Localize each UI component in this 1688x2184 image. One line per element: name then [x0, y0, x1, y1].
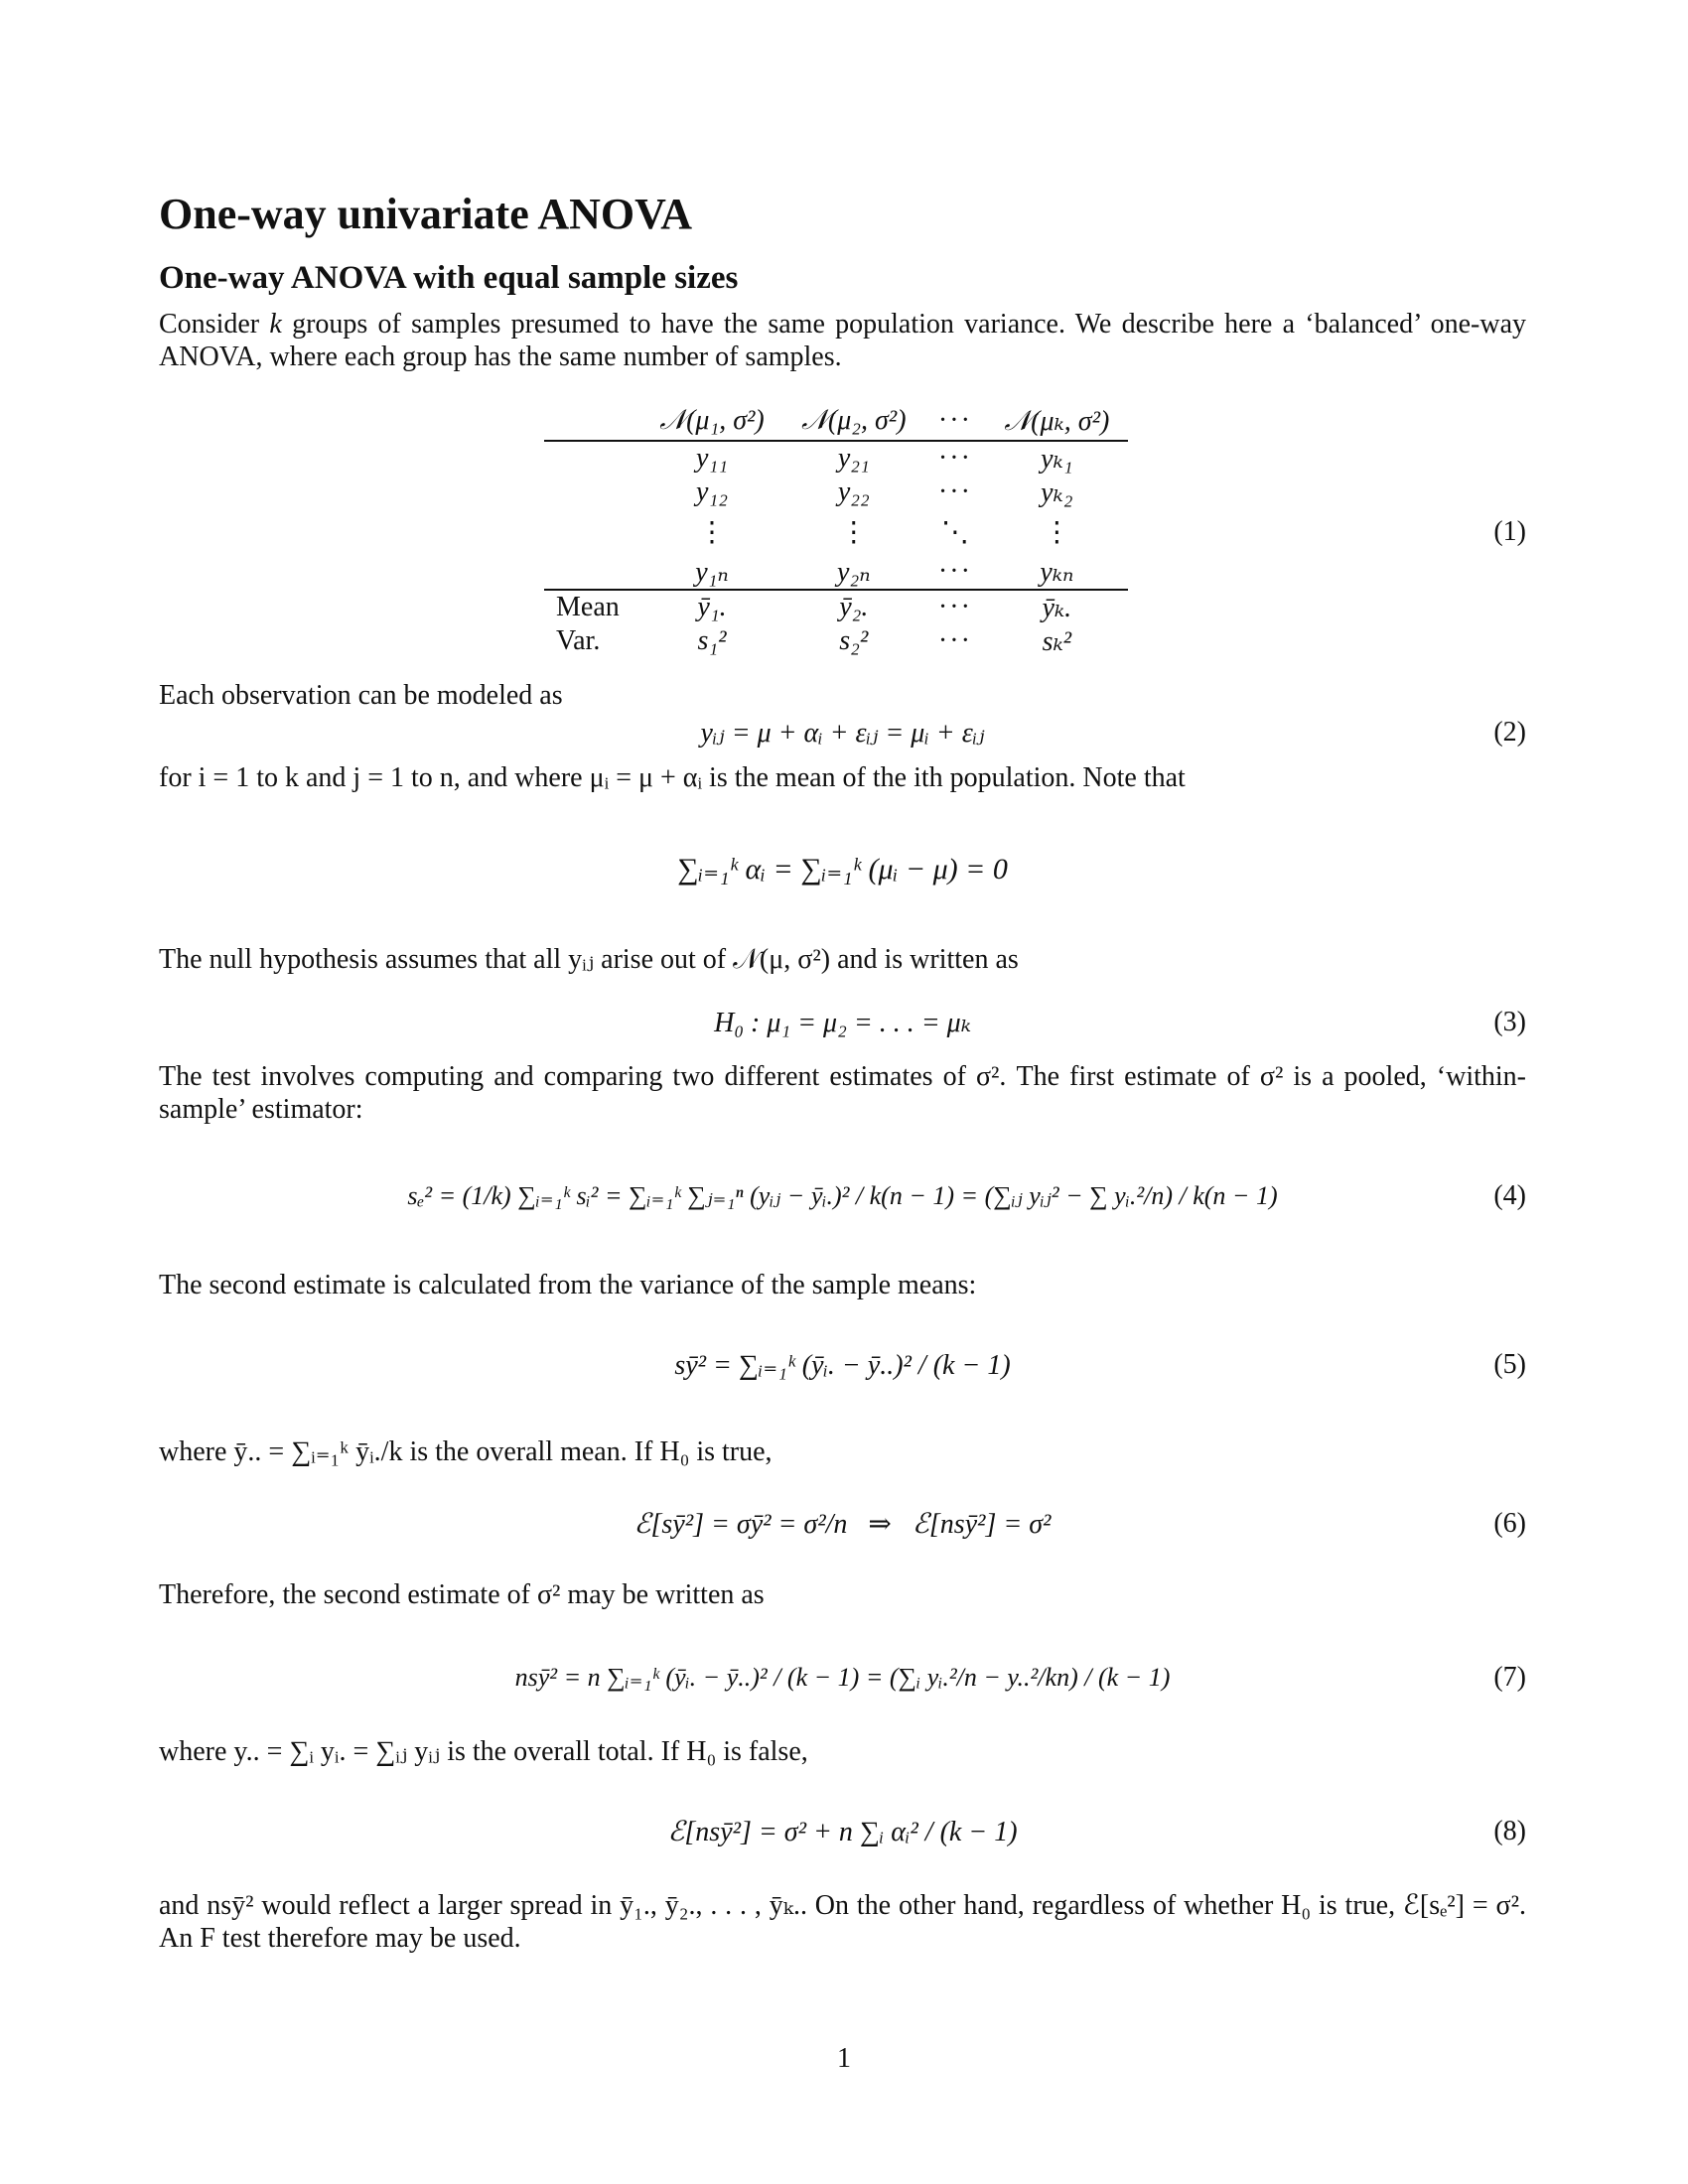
row-label-mean: Mean [556, 592, 620, 622]
table-cell: y₁ₙ [641, 555, 783, 590]
equation-6 [159, 1489, 1526, 1559]
samples-table [544, 402, 1128, 658]
table-cell: y₁₁ [696, 443, 728, 474]
table-cell: ȳₖ. [1042, 593, 1072, 623]
table-cell: ⋱ [940, 517, 969, 548]
table-header: 𝒩(μₖ, σ²) [986, 402, 1128, 441]
table-row [544, 441, 1128, 476]
table-cell: s₁² [697, 625, 727, 656]
row-label-var: Var. [556, 625, 601, 656]
equation-2 [159, 713, 1526, 752]
text-test: The test involves computing and comparing two different estimates of σ². The first estimate of σ² is a pooled, ‘within-sample’ estimator: [159, 1061, 1526, 1125]
text-null-hypothesis: The null hypothesis assumes that all yᵢⱼ arise out of 𝒩(μ, σ²) and is written as [159, 944, 1019, 975]
table-cell: yₖₙ [986, 555, 1128, 590]
table-summary-row [544, 624, 1128, 658]
text-therefore: Therefore, the second estimate of σ² may be written as [159, 1579, 765, 1610]
table-row [544, 476, 1128, 509]
text-for-indices: for i = 1 to k and j = 1 to n, and where μᵢ = μ + αᵢ is the mean of the ith population. Note that [159, 762, 1186, 793]
table-cell: y₂ₙ [782, 555, 924, 590]
table-cell: sₖ² [1042, 626, 1072, 657]
equation-sum-alpha [159, 819, 1526, 918]
table-cell: y₂₂ [837, 477, 870, 507]
var-k: k [269, 309, 282, 340]
equation-5-expr: sȳ² = ∑ᵢ₌₁ᵏ (ȳᵢ. − ȳ..)² / (k − 1) [674, 1350, 1011, 1381]
equation-number-8: (8) [1493, 1816, 1526, 1846]
equation-2-expr: yᵢⱼ = μ + αᵢ + εᵢⱼ = μᵢ + εᵢⱼ [700, 718, 985, 749]
table-cell: ··· [924, 555, 985, 590]
table-cell: ··· [937, 477, 972, 507]
table-header: 𝒩(μ₂, σ²) [782, 402, 924, 441]
table-cell: ⋮ [839, 517, 868, 548]
table-row [544, 509, 1128, 555]
equation-6-expr: ℰ[sȳ²] = σȳ² = σ²/n ⇒ ℰ[nsȳ²] = σ² [633, 1509, 1052, 1540]
equation-number-6: (6) [1493, 1508, 1526, 1539]
intro-paragraph [159, 308, 1526, 373]
equation-4 [159, 1152, 1526, 1241]
table-row [544, 555, 1128, 590]
table-cell: ⋮ [1043, 517, 1071, 548]
page-number: 1 [837, 2043, 851, 2074]
table-cell: y₂₁ [837, 443, 870, 474]
intro-text-1: Consider [159, 309, 270, 340]
equation-8 [159, 1797, 1526, 1866]
table-corner [544, 402, 641, 441]
equation-number-2: (2) [1493, 717, 1526, 748]
text-final: and nsȳ² would reflect a larger spread in ȳ₁., ȳ₂., . . . , ȳₖ.. On the other hand, regardless of whether H₀ is true, ℰ[sₑ²] = σ². An F test therefore may be used. [159, 1890, 1526, 1954]
text-second-estimate: The second estimate is calculated from the variance of the sample means: [159, 1270, 977, 1300]
text-model: Each observation can be modeled as [159, 680, 563, 711]
equation-7-expr: nsȳ² = n ∑ᵢ₌₁ᵏ (ȳᵢ. − ȳ..)² / (k − 1) = (∑ᵢ yᵢ.²/n − y..²/kn) / (k − 1) [514, 1663, 1171, 1692]
equation-4-expr: sₑ² = (1/k) ∑ᵢ₌₁ᵏ sᵢ² = ∑ᵢ₌₁ᵏ ∑ⱼ₌₁ⁿ (yᵢⱼ − ȳᵢ.)² / k(n − 1) = (∑ᵢⱼ yᵢⱼ² − ∑ yᵢ.²/n) / k(n − 1) [407, 1181, 1278, 1210]
table-cell: ȳ₂. [839, 592, 869, 622]
table-header: 𝒩(μ₁, σ²) [641, 402, 783, 441]
table-cell: yₖ₁ [1041, 444, 1073, 475]
table-cell: yₖ₂ [1041, 478, 1073, 508]
table-cell: y₁₂ [696, 477, 728, 507]
equation-sum-expr: ∑ᵢ₌₁ᵏ αᵢ = ∑ᵢ₌₁ᵏ (μᵢ − μ) = 0 [677, 852, 1008, 886]
equation-number-5: (5) [1493, 1349, 1526, 1380]
equation-7 [159, 1643, 1526, 1712]
table-cell: ··· [937, 592, 972, 622]
equation-5 [159, 1330, 1526, 1400]
table-header: ··· [924, 402, 985, 441]
equation-8-expr: ℰ[nsȳ²] = σ² + n ∑ᵢ αᵢ² / (k − 1) [667, 1817, 1018, 1847]
equation-number-1: (1) [1493, 516, 1526, 547]
equation-number-4: (4) [1493, 1180, 1526, 1211]
equation-number-3: (3) [1493, 1007, 1526, 1037]
equation-3 [159, 1003, 1526, 1042]
text-where-mean: where ȳ.. = ∑ᵢ₌₁ᵏ ȳᵢ./k is the overall mean. If H₀ is true, [159, 1436, 773, 1467]
text-where-total: where y.. = ∑ᵢ yᵢ. = ∑ᵢⱼ yᵢⱼ is the overall total. If H₀ is false, [159, 1736, 808, 1767]
table-summary-row [544, 590, 1128, 624]
table-cell: s₂² [839, 625, 869, 656]
table-cell: ȳ₁. [697, 592, 727, 622]
table-cell: ··· [937, 625, 972, 656]
document-title: One-way univariate ANOVA [159, 190, 692, 238]
equation-number-7: (7) [1493, 1662, 1526, 1693]
section-heading: One-way ANOVA with equal sample sizes [159, 260, 739, 296]
equation-3-expr: H₀ : μ₁ = μ₂ = . . . = μₖ [714, 1008, 971, 1038]
table-cell: ⋮ [698, 517, 726, 548]
intro-text-2: groups of samples presumed to have the same population variance. We describe here a ‘balanced’ one-way ANOVA, where each group has the same number of samples. [159, 309, 1526, 372]
table-cell: ··· [937, 443, 972, 474]
